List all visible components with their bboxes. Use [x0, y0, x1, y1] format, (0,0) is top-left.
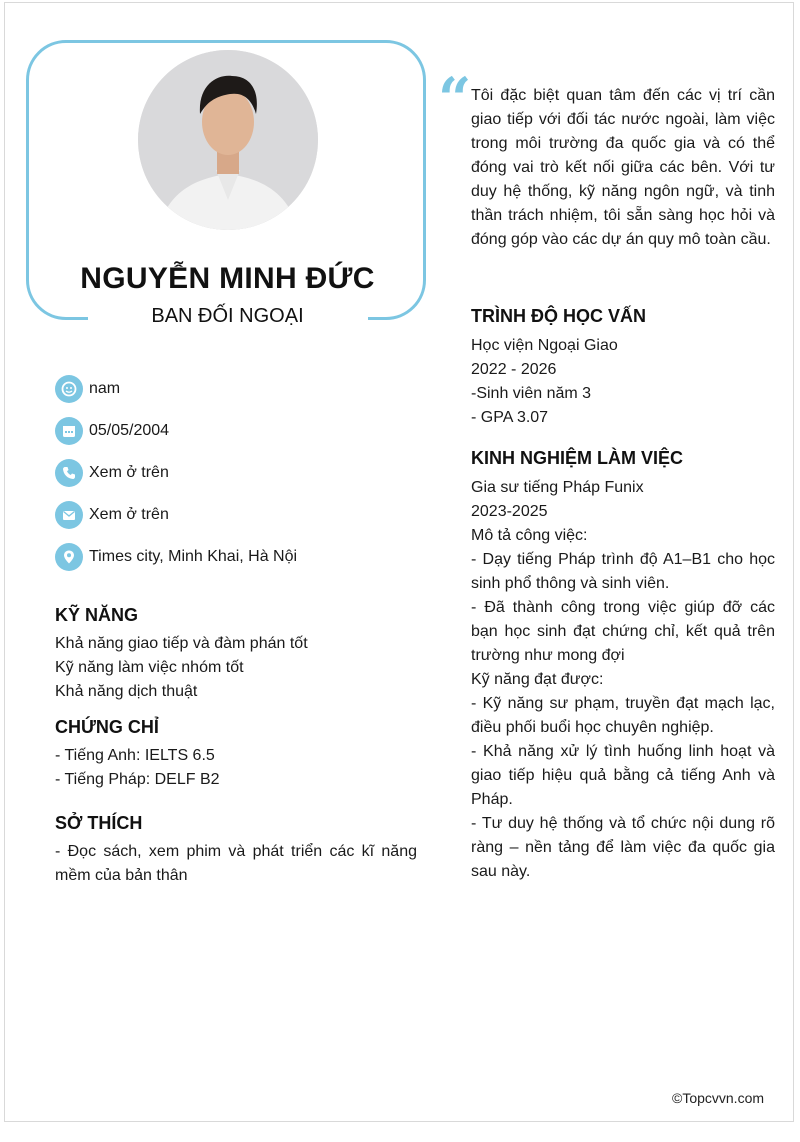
contact-phone-text: Xem ở trên: [89, 464, 169, 481]
avatar-photo: [138, 50, 318, 230]
contact-gender-text: nam: [89, 380, 121, 397]
contact-email: [55, 500, 169, 530]
experience-heading: KINH NGHIỆM LÀM VIỆC: [471, 448, 684, 468]
experience-company: Gia sư tiếng Pháp Funix: [471, 479, 644, 496]
education-line: Học viện Ngoại Giao: [471, 337, 618, 354]
education-line: 2022 - 2026: [471, 361, 557, 378]
contact-email-text: Xem ở trên: [89, 506, 169, 523]
contact-birthday: [55, 416, 169, 446]
certificates-heading: CHỨNG CHỈ: [55, 717, 159, 737]
experience-skill: - Tư duy hệ thống và tổ chức nội dung rõ ràng – nền tảng để làm việc đa quốc gia sau này.: [471, 815, 775, 880]
email-icon: [55, 501, 83, 529]
skill-item: Kỹ năng làm việc nhóm tốt: [55, 659, 244, 676]
gender-icon: [55, 375, 83, 403]
certificate-item: - Tiếng Pháp: DELF B2: [55, 771, 220, 788]
experience-period: 2023-2025: [471, 503, 548, 520]
contact-address: [55, 542, 297, 572]
hobbies-text: - Đọc sách, xem phim và phát triển các kĩ năng mềm của bản thân: [55, 843, 417, 884]
skill-item: Khả năng dịch thuật: [55, 683, 198, 700]
contact-address-text: Times city, Minh Khai, Hà Nội: [89, 548, 298, 565]
experience-skills-label: Kỹ năng đạt được:: [471, 671, 604, 688]
contact-birthday-text: 05/05/2004: [89, 422, 170, 439]
candidate-role: BAN ĐỐI NGOẠI: [151, 305, 304, 327]
location-icon: [55, 543, 83, 571]
education-line: - GPA 3.07: [471, 409, 549, 426]
experience-skill: - Kỹ năng sư phạm, truyền đạt mạch lạc, điều phối buổi học chuyên nghiệp.: [471, 695, 775, 736]
contact-phone: [55, 458, 169, 488]
skill-item: Khả năng giao tiếp và đàm phán tốt: [55, 635, 308, 652]
certificate-item: - Tiếng Anh: IELTS 6.5: [55, 747, 215, 764]
experience-desc-label: Mô tả công việc:: [471, 527, 588, 544]
footer-copyright[interactable]: ©Topcvvn.com: [672, 1090, 765, 1106]
hobbies-heading: SỞ THÍCH: [55, 813, 143, 833]
phone-icon: [55, 459, 83, 487]
contact-gender: [55, 374, 120, 404]
education-line: -Sinh viên năm 3: [471, 385, 592, 402]
avatar: [138, 50, 318, 230]
quote-icon: “: [438, 65, 472, 133]
experience-desc: - Dạy tiếng Pháp trình độ A1–B1 cho học sinh phổ thông và sinh viên.: [471, 551, 775, 592]
education-heading: TRÌNH ĐỘ HỌC VẤN: [471, 306, 646, 326]
calendar-icon: [55, 417, 83, 445]
experience-skill: - Khả năng xử lý tình huống linh hoạt và giao tiếp hiệu quả bằng cả tiếng Anh và Pháp.: [471, 743, 775, 808]
candidate-name: NGUYỄN MINH ĐỨC: [80, 262, 375, 295]
skills-heading: KỸ NĂNG: [55, 605, 139, 625]
experience-desc: - Đã thành công trong việc giúp đỡ các bạn học sinh đạt chứng chỉ, kết quả trên trường như mong đợi: [471, 599, 775, 664]
career-objective: Tôi đặc biệt quan tâm đến các vị trí cần giao tiếp với đối tác nước ngoài, làm việc trong môi trường đa quốc gia và có thể đóng vai trò kết nối giữa các bên. Với tư duy hệ thống, kỹ năng ngôn ngữ, và tinh thần trách nhiệm, tôi sẵn sàng học hỏi và đóng góp vào các dự án quy mô toàn cầu.: [471, 87, 775, 248]
